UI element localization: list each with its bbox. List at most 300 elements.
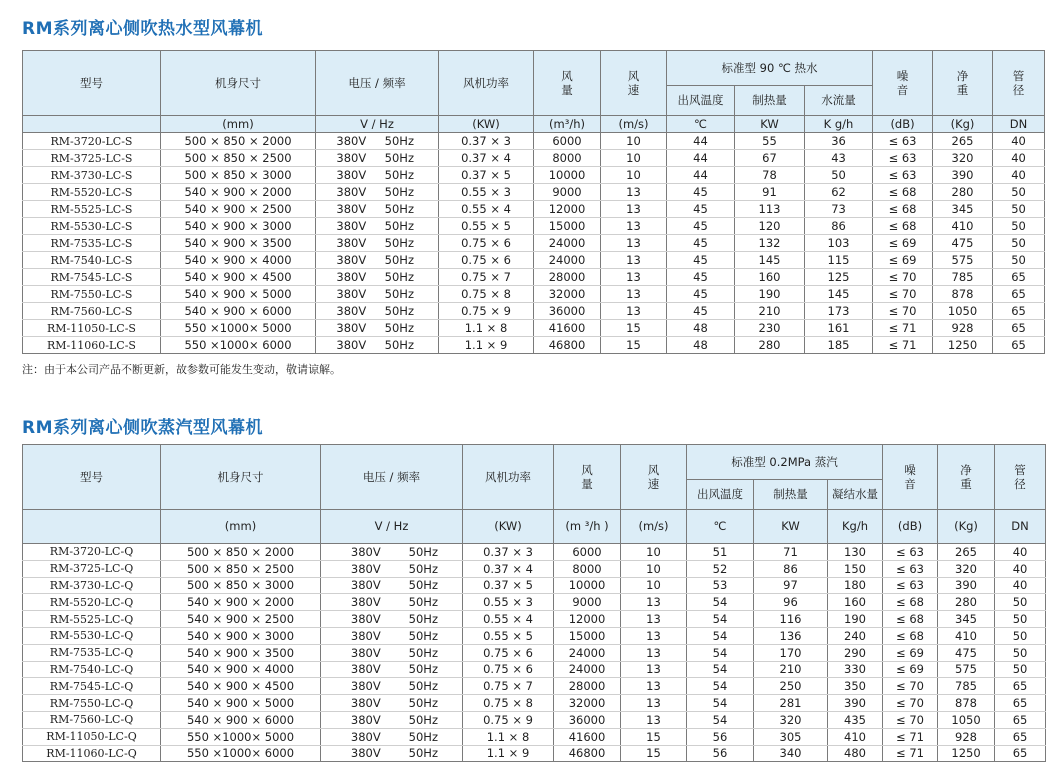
pipe-cell: 40 (993, 167, 1045, 184)
noise-cell: ≤ 70 (883, 695, 938, 712)
power-cell: 0.75 × 6 (463, 644, 554, 661)
size-cell: 500 × 850 × 2000 (161, 544, 321, 561)
airflow-unit: (m ³/h ) (554, 510, 621, 544)
pipe-cell: 65 (995, 695, 1046, 712)
power-unit: (KW) (463, 510, 554, 544)
voltage-cell (316, 252, 439, 269)
table-row (23, 661, 1046, 678)
airflow-cell: 41600 (534, 320, 601, 337)
voltage-header: 电压 / 频率 (316, 51, 439, 116)
outlet-temp-cell: 45 (667, 184, 735, 201)
model-cell: RM-5525-LC-Q (23, 611, 161, 628)
pipe-header: 管 径 (995, 445, 1046, 510)
steam-spec-table (22, 444, 1046, 762)
power-cell: 0.37 × 4 (463, 560, 554, 577)
weight-cell: 928 (933, 320, 993, 337)
hot-water-spec-table (22, 50, 1045, 354)
table-row (23, 201, 1045, 218)
power-cell: 0.75 × 6 (439, 252, 534, 269)
noise-cell: ≤ 63 (883, 577, 938, 594)
table-row (23, 627, 1046, 644)
pipe-cell: 65 (993, 320, 1045, 337)
speed-cell: 13 (601, 184, 667, 201)
pipe-cell: 50 (993, 201, 1045, 218)
frequency-value: 50Hz (408, 544, 438, 559)
weight-cell: 575 (938, 661, 995, 678)
flow-cell: 330 (828, 661, 883, 678)
heat-cell: 91 (735, 184, 805, 201)
outlet-temp-cell: 53 (687, 577, 754, 594)
pipe-cell: 65 (995, 745, 1046, 762)
weight-cell: 345 (938, 611, 995, 628)
model-cell: RM-7560-LC-Q (23, 711, 161, 728)
table-row (23, 337, 1045, 354)
pipe-cell: 50 (995, 594, 1046, 611)
table-row (23, 711, 1046, 728)
outlet-temp-cell: 45 (667, 235, 735, 252)
size-cell: 500 × 850 × 2500 (161, 560, 321, 577)
noise-cell: ≤ 68 (873, 218, 933, 235)
noise-cell: ≤ 71 (883, 745, 938, 762)
speed-cell: 10 (621, 577, 687, 594)
pipe-cell: 65 (993, 269, 1045, 286)
model-cell: RM-3725-LC-S (23, 150, 161, 167)
flow-cell: 290 (828, 644, 883, 661)
noise-cell: ≤ 71 (883, 728, 938, 745)
pipe-cell: 65 (995, 678, 1046, 695)
speed-cell: 13 (621, 711, 687, 728)
airflow-cell: 12000 (554, 611, 621, 628)
voltage-value: 380V (336, 304, 367, 318)
model-unit (23, 116, 161, 133)
weight-cell: 475 (933, 235, 993, 252)
airflow-cell: 15000 (554, 627, 621, 644)
voltage-value: 380V (336, 202, 367, 216)
voltage-value: 380V (350, 696, 381, 711)
voltage-cell (321, 594, 463, 611)
model-cell: RM-7550-LC-S (23, 286, 161, 303)
weight-cell: 390 (938, 577, 995, 594)
model-cell: RM-7545-LC-S (23, 269, 161, 286)
airflow-cell: 9000 (534, 184, 601, 201)
voltage-value: 380V (336, 134, 367, 148)
power-cell: 0.75 × 7 (463, 678, 554, 695)
airflow-cell: 41600 (554, 728, 621, 745)
airflow-cell: 12000 (534, 201, 601, 218)
frequency-value: 50Hz (384, 321, 414, 335)
pipe-unit: DN (993, 116, 1045, 133)
voltage-cell (316, 337, 439, 354)
speed-cell: 10 (601, 167, 667, 184)
flow-cell: 480 (828, 745, 883, 762)
flow-cell: 145 (805, 286, 873, 303)
size-cell: 540 × 900 × 4000 (161, 661, 321, 678)
voltage-value: 380V (350, 578, 381, 593)
weight-cell: 575 (933, 252, 993, 269)
power-cell: 1.1 × 9 (439, 337, 534, 354)
voltage-cell (321, 560, 463, 577)
size-unit: (mm) (161, 116, 316, 133)
model-cell: RM-5520-LC-Q (23, 594, 161, 611)
flow-cell: 36 (805, 133, 873, 150)
airflow-header: 风 量 (554, 445, 621, 510)
noise-cell: ≤ 70 (883, 678, 938, 695)
weight-cell: 1250 (933, 337, 993, 354)
flow-cell: 410 (828, 728, 883, 745)
heat-cell: 120 (735, 218, 805, 235)
size-cell: 500 × 850 × 2500 (161, 150, 316, 167)
heat-cell: 116 (754, 611, 828, 628)
size-cell: 540 × 900 × 5000 (161, 695, 321, 712)
table-row (23, 728, 1046, 745)
airflow-cell: 28000 (534, 269, 601, 286)
outlet-temp-cell: 54 (687, 627, 754, 644)
heat-cell: 160 (735, 269, 805, 286)
power-cell: 0.75 × 8 (463, 695, 554, 712)
voltage-cell (316, 235, 439, 252)
condensate-unit: Kg/h (828, 510, 883, 544)
frequency-value: 50Hz (384, 219, 414, 233)
voltage-cell (321, 544, 463, 561)
speed-cell: 10 (601, 150, 667, 167)
noise-cell: ≤ 70 (873, 286, 933, 303)
power-cell: 0.37 × 5 (439, 167, 534, 184)
water-flow-header: 水流量 (805, 86, 873, 116)
frequency-value: 50Hz (408, 595, 438, 610)
model-cell: RM-5530-LC-Q (23, 627, 161, 644)
table-row (23, 695, 1046, 712)
frequency-value: 50Hz (384, 168, 414, 182)
model-cell: RM-3720-LC-Q (23, 544, 161, 561)
heat-cell: 190 (735, 286, 805, 303)
weight-cell: 280 (938, 594, 995, 611)
heat-cell: 55 (735, 133, 805, 150)
voltage-value: 380V (336, 287, 367, 301)
noise-cell: ≤ 69 (873, 252, 933, 269)
heat-cell: 145 (735, 252, 805, 269)
water-flow-unit: K g/h (805, 116, 873, 133)
table-row (23, 577, 1046, 594)
outlet-temp-cell: 44 (667, 150, 735, 167)
noise-cell: ≤ 69 (873, 235, 933, 252)
power-cell: 0.55 × 4 (439, 201, 534, 218)
voltage-unit: V / Hz (316, 116, 439, 133)
flow-cell: 125 (805, 269, 873, 286)
frequency-value: 50Hz (408, 746, 438, 761)
voltage-value: 380V (336, 219, 367, 233)
frequency-value: 50Hz (408, 612, 438, 627)
outlet-temp-unit: ℃ (667, 116, 735, 133)
noise-cell: ≤ 68 (873, 201, 933, 218)
noise-cell: ≤ 63 (873, 133, 933, 150)
weight-cell: 785 (933, 269, 993, 286)
flow-cell: 103 (805, 235, 873, 252)
weight-cell: 878 (933, 286, 993, 303)
voltage-cell (321, 678, 463, 695)
speed-header: 风 速 (621, 445, 687, 510)
outlet-temp-cell: 54 (687, 678, 754, 695)
heating-group-header: 标准型 90 ℃ 热水 (667, 51, 873, 86)
table-row (23, 560, 1046, 577)
size-cell: 540 × 900 × 4500 (161, 269, 316, 286)
speed-cell: 15 (601, 337, 667, 354)
weight-cell: 410 (933, 218, 993, 235)
heat-header: 制热量 (735, 86, 805, 116)
flow-cell: 160 (828, 594, 883, 611)
weight-cell: 280 (933, 184, 993, 201)
speed-cell: 13 (601, 286, 667, 303)
voltage-cell (321, 644, 463, 661)
voltage-cell (321, 627, 463, 644)
airflow-cell: 10000 (534, 167, 601, 184)
heat-cell: 136 (754, 627, 828, 644)
noise-cell: ≤ 69 (883, 661, 938, 678)
weight-cell: 1050 (933, 303, 993, 320)
pipe-cell: 65 (993, 337, 1045, 354)
frequency-value: 50Hz (408, 712, 438, 727)
outlet-temp-cell: 44 (667, 167, 735, 184)
power-cell: 0.75 × 9 (439, 303, 534, 320)
heat-cell: 340 (754, 745, 828, 762)
voltage-cell (321, 728, 463, 745)
voltage-value: 380V (350, 645, 381, 660)
heat-cell: 97 (754, 577, 828, 594)
voltage-value: 380V (336, 168, 367, 182)
size-cell: 540 × 900 × 4500 (161, 678, 321, 695)
outlet-temp-unit: ℃ (687, 510, 754, 544)
airflow-cell: 24000 (554, 661, 621, 678)
heat-cell: 230 (735, 320, 805, 337)
noise-cell: ≤ 69 (883, 644, 938, 661)
model-cell: RM-3730-LC-Q (23, 577, 161, 594)
speed-cell: 10 (601, 133, 667, 150)
size-cell: 500 × 850 × 2000 (161, 133, 316, 150)
outlet-temp-cell: 56 (687, 728, 754, 745)
table-row (23, 252, 1045, 269)
model-cell: RM-7560-LC-S (23, 303, 161, 320)
heat-cell: 250 (754, 678, 828, 695)
flow-cell: 73 (805, 201, 873, 218)
voltage-value: 380V (336, 270, 367, 284)
speed-cell: 13 (601, 218, 667, 235)
size-unit: (mm) (161, 510, 321, 544)
weight-cell: 1250 (938, 745, 995, 762)
size-cell: 550 ×1000× 5000 (161, 728, 321, 745)
heat-cell: 96 (754, 594, 828, 611)
pipe-cell: 50 (993, 218, 1045, 235)
voltage-cell (316, 184, 439, 201)
size-cell: 540 × 900 × 6000 (161, 711, 321, 728)
outlet-temp-cell: 54 (687, 711, 754, 728)
pipe-unit: DN (995, 510, 1046, 544)
weight-cell: 475 (938, 644, 995, 661)
frequency-value: 50Hz (408, 679, 438, 694)
outlet-temp-cell: 52 (687, 560, 754, 577)
voltage-value: 380V (336, 236, 367, 250)
model-cell: RM-5520-LC-S (23, 184, 161, 201)
heat-cell: 210 (735, 303, 805, 320)
frequency-value: 50Hz (384, 270, 414, 284)
outlet-temp-cell: 54 (687, 695, 754, 712)
power-unit: (KW) (439, 116, 534, 133)
voltage-cell (321, 577, 463, 594)
power-cell: 0.55 × 4 (463, 611, 554, 628)
airflow-cell: 28000 (554, 678, 621, 695)
model-cell: RM-7540-LC-S (23, 252, 161, 269)
model-header: 型号 (23, 51, 161, 116)
model-cell: RM-7550-LC-Q (23, 695, 161, 712)
table-row (23, 594, 1046, 611)
outlet-temp-cell: 48 (667, 320, 735, 337)
weight-cell: 390 (933, 167, 993, 184)
power-cell: 0.55 × 5 (463, 627, 554, 644)
frequency-value: 50Hz (408, 729, 438, 744)
speed-cell: 15 (621, 745, 687, 762)
power-cell: 1.1 × 8 (463, 728, 554, 745)
airflow-cell: 32000 (534, 286, 601, 303)
voltage-cell (316, 320, 439, 337)
voltage-value: 380V (336, 338, 367, 352)
size-header: 机身尺寸 (161, 445, 321, 510)
voltage-unit: V / Hz (321, 510, 463, 544)
outlet-temp-cell: 54 (687, 611, 754, 628)
heat-cell: 71 (754, 544, 828, 561)
flow-cell: 173 (805, 303, 873, 320)
model-cell: RM-11050-LC-Q (23, 728, 161, 745)
speed-cell: 13 (621, 594, 687, 611)
airflow-cell: 46800 (534, 337, 601, 354)
frequency-value: 50Hz (408, 696, 438, 711)
flow-cell: 161 (805, 320, 873, 337)
model-cell: RM-11060-LC-Q (23, 745, 161, 762)
airflow-cell: 32000 (554, 695, 621, 712)
power-cell: 0.37 × 4 (439, 150, 534, 167)
voltage-value: 380V (350, 712, 381, 727)
size-cell: 540 × 900 × 2500 (161, 611, 321, 628)
power-cell: 0.75 × 6 (439, 235, 534, 252)
pipe-cell: 40 (993, 150, 1045, 167)
table-row (23, 218, 1045, 235)
noise-header: 噪 音 (873, 51, 933, 116)
weight-unit: (Kg) (938, 510, 995, 544)
heat-cell: 170 (754, 644, 828, 661)
outlet-temp-cell: 54 (687, 594, 754, 611)
pipe-cell: 65 (993, 286, 1045, 303)
frequency-value: 50Hz (384, 304, 414, 318)
noise-cell: ≤ 70 (873, 269, 933, 286)
size-cell: 540 × 900 × 5000 (161, 286, 316, 303)
flow-cell: 115 (805, 252, 873, 269)
heat-cell: 132 (735, 235, 805, 252)
heat-cell: 281 (754, 695, 828, 712)
outlet-temp-cell: 45 (667, 286, 735, 303)
voltage-cell (321, 611, 463, 628)
noise-cell: ≤ 71 (873, 320, 933, 337)
model-cell: RM-7535-LC-Q (23, 644, 161, 661)
noise-cell: ≤ 70 (883, 711, 938, 728)
pipe-cell: 50 (995, 611, 1046, 628)
speed-unit: (m/s) (621, 510, 687, 544)
speed-cell: 10 (621, 560, 687, 577)
frequency-value: 50Hz (384, 185, 414, 199)
size-cell: 540 × 900 × 2500 (161, 201, 316, 218)
table-row (23, 644, 1046, 661)
voltage-cell (316, 303, 439, 320)
frequency-value: 50Hz (384, 253, 414, 267)
pipe-cell: 50 (993, 235, 1045, 252)
table-row (23, 544, 1046, 561)
voltage-value: 380V (350, 729, 381, 744)
heat-unit: KW (754, 510, 828, 544)
table-row (23, 303, 1045, 320)
pipe-cell: 50 (995, 644, 1046, 661)
speed-cell: 10 (621, 544, 687, 561)
outlet-temp-cell: 51 (687, 544, 754, 561)
table-row (23, 678, 1046, 695)
model-cell: RM-5525-LC-S (23, 201, 161, 218)
frequency-value: 50Hz (384, 287, 414, 301)
size-cell: 540 × 900 × 3000 (161, 627, 321, 644)
weight-unit: (Kg) (933, 116, 993, 133)
power-cell: 0.75 × 6 (463, 661, 554, 678)
table-row (23, 235, 1045, 252)
flow-cell: 180 (828, 577, 883, 594)
voltage-value: 380V (350, 746, 381, 761)
model-cell: RM-7535-LC-S (23, 235, 161, 252)
power-cell: 1.1 × 8 (439, 320, 534, 337)
noise-cell: ≤ 68 (883, 611, 938, 628)
power-cell: 0.75 × 8 (439, 286, 534, 303)
heat-cell: 78 (735, 167, 805, 184)
power-cell: 0.75 × 7 (439, 269, 534, 286)
size-cell: 550 ×1000× 5000 (161, 320, 316, 337)
pipe-header: 管 径 (993, 51, 1045, 116)
noise-cell: ≤ 70 (873, 303, 933, 320)
pipe-cell: 40 (993, 133, 1045, 150)
noise-cell: ≤ 63 (883, 560, 938, 577)
pipe-cell: 50 (993, 184, 1045, 201)
power-cell: 0.75 × 9 (463, 711, 554, 728)
noise-header: 噪 音 (883, 445, 938, 510)
frequency-value: 50Hz (384, 236, 414, 250)
size-cell: 540 × 900 × 4000 (161, 252, 316, 269)
power-cell: 0.37 × 5 (463, 577, 554, 594)
heat-cell: 86 (754, 560, 828, 577)
noise-cell: ≤ 63 (873, 167, 933, 184)
voltage-value: 380V (336, 253, 367, 267)
speed-cell: 13 (601, 201, 667, 218)
airflow-header: 风 量 (534, 51, 601, 116)
outlet-temp-cell: 54 (687, 661, 754, 678)
table-row (23, 611, 1046, 628)
size-header: 机身尺寸 (161, 51, 316, 116)
flow-cell: 43 (805, 150, 873, 167)
speed-cell: 13 (601, 252, 667, 269)
airflow-cell: 8000 (534, 150, 601, 167)
flow-cell: 190 (828, 611, 883, 628)
weight-cell: 345 (933, 201, 993, 218)
model-cell: RM-5530-LC-S (23, 218, 161, 235)
noise-unit: (dB) (883, 510, 938, 544)
weight-cell: 320 (933, 150, 993, 167)
table-row (23, 167, 1045, 184)
pipe-cell: 40 (995, 560, 1046, 577)
pipe-cell: 65 (993, 303, 1045, 320)
noise-cell: ≤ 63 (873, 150, 933, 167)
model-cell: RM-3720-LC-S (23, 133, 161, 150)
heat-cell: 305 (754, 728, 828, 745)
voltage-value: 380V (350, 544, 381, 559)
